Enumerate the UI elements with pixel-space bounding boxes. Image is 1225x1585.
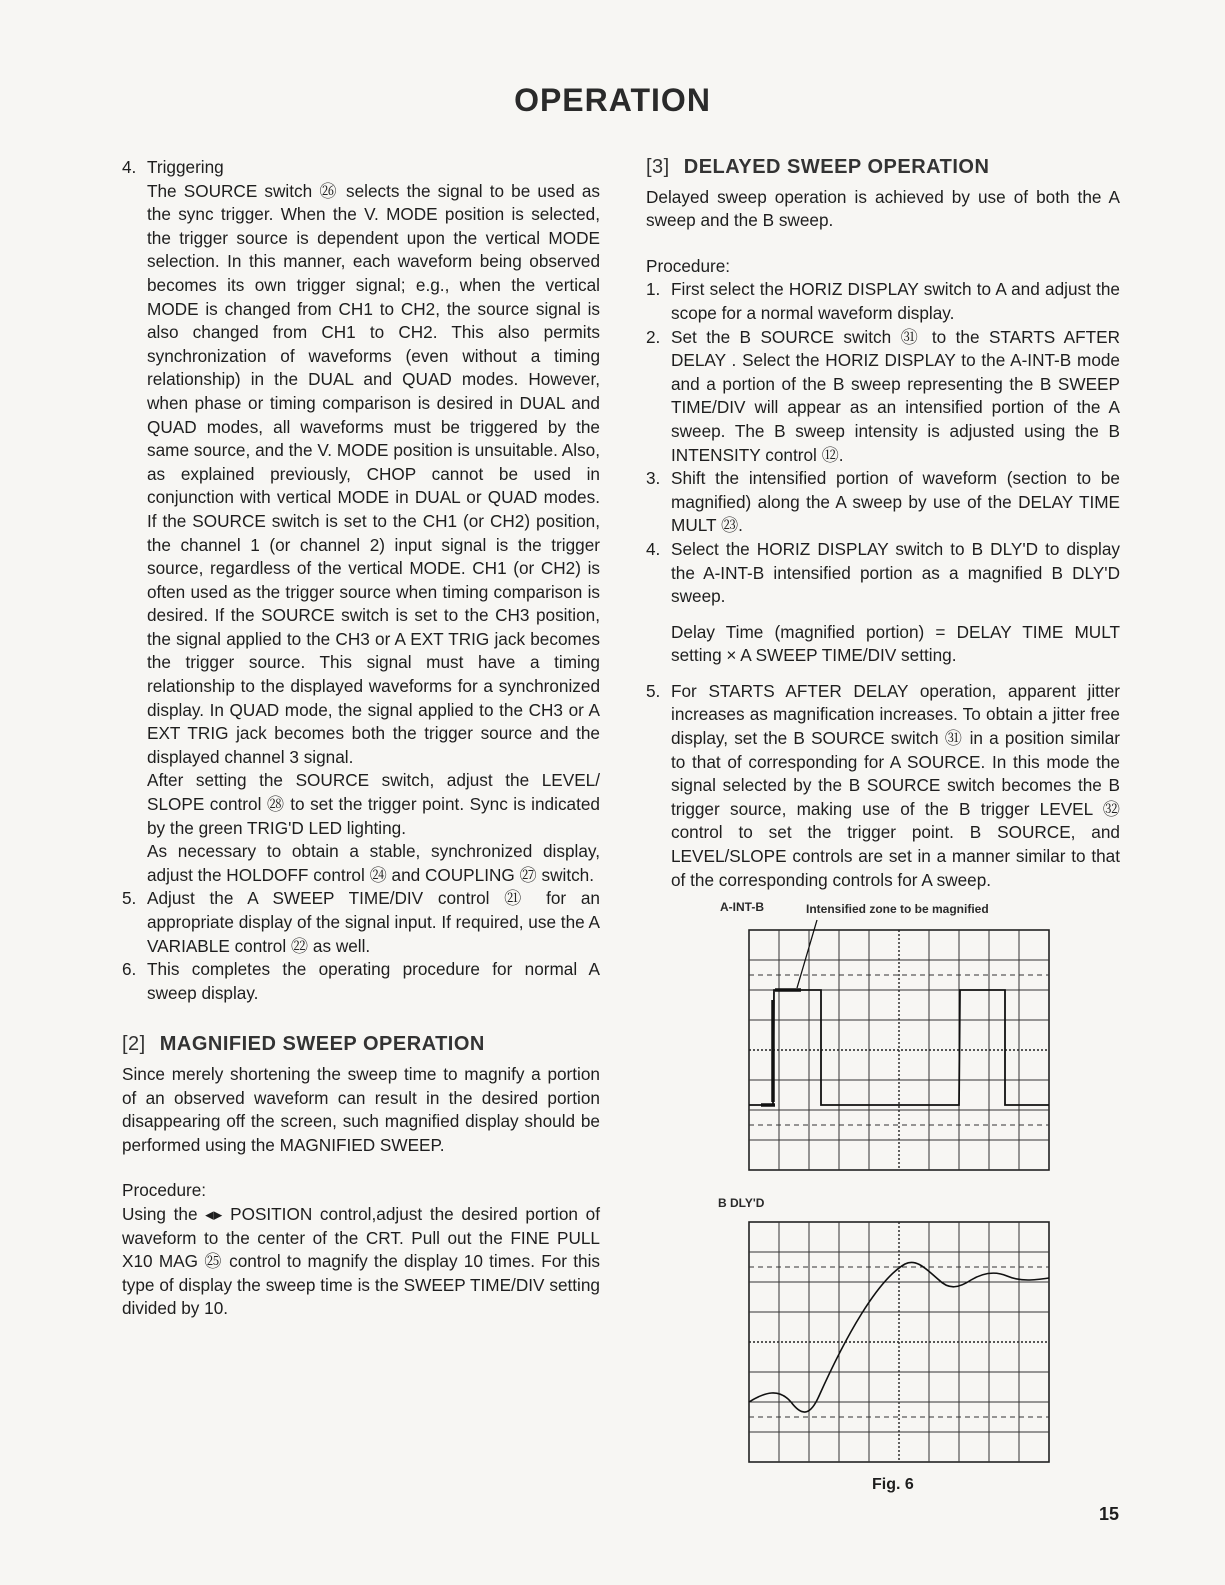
list-item-step-1 — [646, 278, 1120, 325]
list-item-triggering — [122, 156, 600, 887]
figure-caption: Fig. 6 — [872, 1476, 914, 1493]
paragraph: After setting the SOURCE switch, adjust the LEVEL/ SLOPE control ㉘ to set the trigger point. Sync is indicated by the green TRIG'D LED lighting. — [147, 770, 600, 838]
section-title: DELAYED SWEEP OPERATION — [683, 156, 990, 178]
section-title: MAGNIFIED SWEEP OPERATION — [159, 1033, 485, 1056]
figure-label-b-dlyd: B DLY'D — [718, 1196, 765, 1210]
figure-annotation: Intensified zone to be magnified — [806, 902, 989, 916]
scope-screen-b-dlyd — [745, 1218, 1057, 1468]
paragraph: For STARTS AFTER DELAY operation, apparent jitter increases as magnification increases. To obtain a jitter free display, set the B SOURCE switch ㉛ in a position similar to that of corresponding for A SOURCE. In this mode the signal selected by the B SOURCE switch becomes the B trigger source, making use of the B trigger LEVEL ㉜ control to set the trigger point. B SOURCE, and LEVEL/SLOPE controls are set in a manner similar to that of the corresponding controls for A sweep. — [671, 680, 1120, 890]
item-number: 3. — [646, 468, 661, 489]
section-heading-magnified — [122, 1033, 600, 1057]
item-number: 4. — [122, 157, 137, 177]
paragraph: Select the HORIZ DISPLAY switch to B DLY'D to display the A-INT-B intensified portion as a magnified B DLY'D sweep. — [671, 538, 1120, 607]
paragraph: Adjust the A SWEEP TIME/DIV control ㉑ for an appropriate display of the signal input. If required, use the A VARIABLE control ㉒ as well. — [147, 888, 600, 956]
list-item-step-5 — [646, 680, 1120, 892]
right-column — [646, 156, 1120, 892]
section-number: [3] — [646, 156, 670, 178]
section-intro: Since merely shortening the sweep time to magnify a portion of an observed waveform can result in the desired portion disappearing off the screen, such magnified display should be performed using the MAGNIFIED SWEEP. — [122, 1063, 600, 1155]
paragraph: This completes the operating procedure for normal A sweep display. — [147, 959, 600, 1003]
section-number: [2] — [122, 1033, 146, 1056]
procedure-label: Procedure: — [646, 255, 731, 276]
procedure-text: Using the ◂▸ POSITION control,adjust the desired portion of waveform to the center of the CRT. Pull out the FINE PULL X10 MAG ㉕ control to magnify the display 10 times. For this type of display the sweep time is the SWEEP TIME/DIV setting divided by 10. — [122, 1203, 600, 1319]
item-number: 5. — [122, 888, 137, 909]
list-item-step-2 — [646, 326, 1120, 468]
item-number: 5. — [646, 680, 661, 701]
list-item-complete — [122, 958, 600, 1005]
list-item-sweep-time — [122, 887, 600, 958]
item-number: 6. — [122, 959, 137, 980]
paragraph: Set the B SOURCE switch ㉛ to the STARTS AFTER DELAY . Select the HORIZ DISPLAY to the A-INT-B mode and a portion of the B sweep representing the B SWEEP TIME/DIV will appear as an intensified portion of the A sweep. The B sweep intensity is adjusted using the B INTENSITY control ⑫. — [671, 326, 1120, 465]
paragraph: As necessary to obtain a stable, synchronized display, adjust the HOLDOFF control ㉔ and COUPLING ㉗ switch. — [147, 841, 600, 885]
item-title: Triggering — [147, 157, 224, 177]
figure-label-a-int-b: A-INT-B — [720, 900, 764, 914]
page-title: OPERATION — [514, 82, 711, 118]
paragraph: Shift the intensified portion of waveform (section to be magnified) along the A sweep by use of the DELAY TIME MULT ㉓. — [671, 468, 1120, 536]
scope-screen-a-int-b — [745, 912, 1057, 1174]
paragraph: First select the HORIZ DISPLAY switch to A and adjust the scope for a normal waveform display. — [671, 279, 1120, 323]
item-number: 2. — [646, 326, 661, 347]
section-intro: Delayed sweep operation is achieved by use of both the A sweep and the B sweep. — [646, 186, 1120, 231]
page-number: 15 — [1098, 1504, 1119, 1524]
formula: Delay Time (magnified portion) = DELAY TIME MULT setting × A SWEEP TIME/DIV setting. — [671, 621, 1120, 666]
left-column — [122, 156, 600, 1321]
paragraph: The SOURCE switch ㉖ selects the signal to be used as the sync trigger. When the V. MODE position is selected, the trigger source is dependent upon the vertical MODE selection. In this manner, each waveform being observed becomes its own trigger signal; e.g., when the vertical MODE is changed from CH1 to CH2, the source signal is also changed from CH1 to CH2. This also permits synchronization of waveforms (even without a timing relationship) in the DUAL and QUAD modes. However, when phase or timing comparison is desired in DUAL and QUAD modes, all waveforms must be triggered by the same source, and the V. MODE position is unsuitable. Also, as explained previously, CHOP cannot be used in conjunction with vertical MODE in DUAL or QUAD modes. If the SOURCE switch is set to the CH1 (or CH2) position, the channel 1 (or channel 2) input signal is the trigger source, regardless of the vertical MODE. CH1 (or CH2) is often used as the trigger source when timing comparison is desired. If the SOURCE switch is set to the CH3 position, the signal applied to the CH3 or A EXT TRIG jack becomes the trigger source. This signal must have a timing relationship to the displayed waveforms for a synchronized display. In QUAD mode, the signal applied to the CH3 or A EXT TRIG jack becomes both the trigger source and the displayed channel 3 signal. — [147, 180, 600, 767]
item-number: 1. — [646, 279, 661, 300]
list-item-step-4 — [646, 538, 1120, 668]
item-number: 4. — [646, 538, 661, 559]
section-heading-delayed — [646, 156, 1120, 180]
procedure-label: Procedure: — [122, 1180, 207, 1201]
list-item-step-3 — [646, 467, 1120, 538]
